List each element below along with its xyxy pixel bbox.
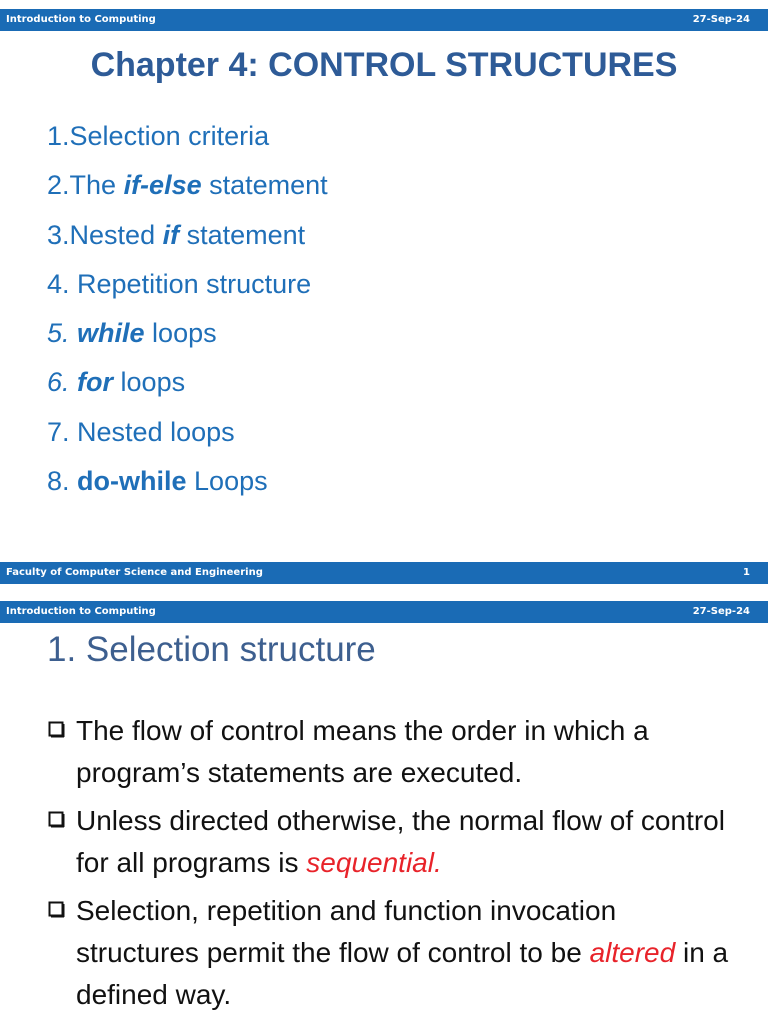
- emphasis-altered: altered: [589, 937, 676, 968]
- bullet-item-2: Unless directed otherwise, the normal flow of control for all programs is sequential.: [46, 800, 746, 884]
- header-date: 27-Sep-24: [692, 14, 750, 25]
- outline-item-2: 2.The if-else statement: [47, 170, 328, 201]
- bullet-item-3: Selection, repetition and function invocation structures permit the flow of control to be altered in a defined way.: [46, 890, 746, 1016]
- bullet-item-1: The flow of control means the order in which a program’s statements are executed.: [46, 710, 746, 794]
- slide-1-header-bar: [0, 9, 768, 31]
- slide-1-footer-bar: [0, 562, 768, 584]
- outline-item-6: 6. for loops: [47, 367, 186, 398]
- header-date: 27-Sep-24: [692, 606, 750, 617]
- outline-item-7: 7. Nested loops: [47, 416, 235, 447]
- slide-2-header-bar: [0, 601, 768, 623]
- outline-item-3: 3.Nested if statement: [47, 219, 306, 250]
- slide-2: [0, 598, 768, 1024]
- outline-item-1: 1.Selection criteria: [47, 121, 270, 151]
- chapter-outline: [47, 117, 328, 511]
- selection-bullets: [46, 710, 746, 1022]
- slide-2-title: 1. Selection structure: [47, 630, 376, 669]
- footer-page-number: 1: [743, 567, 750, 578]
- outline-item-4: 4. Repetition structure: [47, 268, 312, 299]
- header-course: Introduction to Computing: [6, 14, 156, 25]
- checkbox-bullet-icon: [48, 811, 65, 828]
- outline-item-8: 8. do-while Loops: [47, 466, 268, 497]
- checkbox-bullet-icon: [48, 901, 65, 918]
- emphasis-sequential: sequential.: [306, 847, 442, 878]
- checkbox-bullet-icon: [48, 721, 65, 738]
- footer-faculty: Faculty of Computer Science and Engineering: [6, 567, 263, 578]
- slide-1-title: Chapter 4: CONTROL STRUCTURES: [90, 46, 678, 84]
- header-course: Introduction to Computing: [6, 606, 156, 617]
- outline-item-5: 5. while loops: [47, 318, 217, 349]
